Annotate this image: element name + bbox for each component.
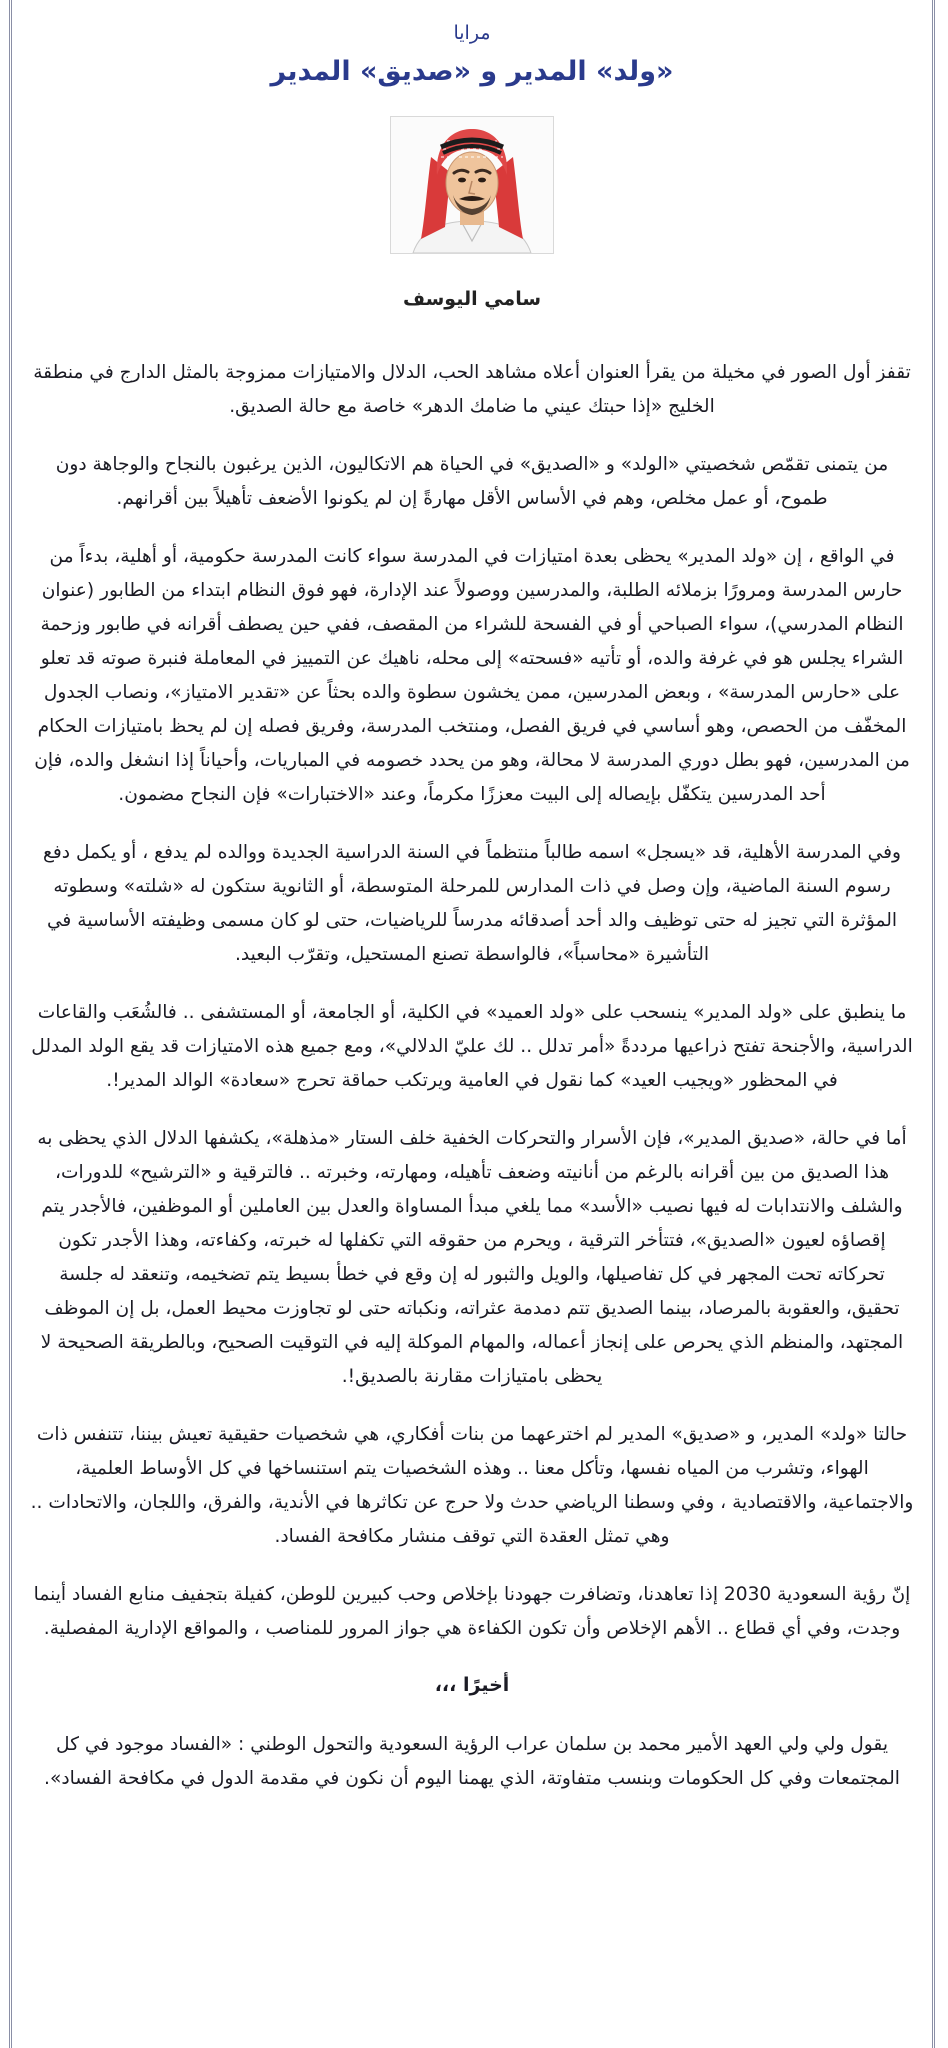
paragraph-1: تقفز أول الصور في مخيلة من يقرأ العنوان أعلاه مشاهد الحب، الدلال والامتيازات ممزوجة بالمثل الدارج في منطقة الخليج «إذا حبتك عيني ما ضامك الدهر» خاصة مع حالة الصديق.	[33, 362, 911, 417]
paragraph-3: في الواقع ، إن «ولد المدير» يحظى بعدة امتيازات في المدرسة سواء كانت المدرسة حكومية، أو أهلية، بدءاً من حارس المدرسة ومرورًا بزملائه الطلبة، والمدرسين ووصولاً عند الإدارة، فهو فوق النظام ابتداء من الطابور (عنوان النظام المدرسي)، سواء الصباحي أو في الفسحة للشراء من المقصف، ففي حين يصطف أقرانه في طابور وزحمة الشراء يجلس هو في غرفة والده، أو تأتيه «فسحته» إلى محله، ناهيك عن التمييز في المعاملة فنبرة صوته قد تعلو على «حارس المدرسة» ، وبعض المدرسين، ممن يخشون سطوة والده بحثاً عن «تقدير الامتياز»، ونصاب الجدول المخفّف من الحصص، وهو أساسي في فريق الفصل، ومنتخب المدرسة، وفريق فصله إن لم يحظ بامتيازات الحكام من المدرسين، فهو بطل دوري المدرسة لا محالة، وهو من يحدد خصومه في المباريات، وأحياناً إذا انشغل والده، فإن أحد المدرسين يتكفّل بإيصاله إلى البيت معززًا مكرماً، وعند «الاختبارات» فإن النجاح مضمون.	[34, 546, 910, 805]
paragraph-5: ما ينطبق على «ولد المدير» ينسحب على «ولد العميد» في الكلية، أو الجامعة، أو المستشفى .. فالشُعَب والقاعات الدراسية، والأجنحة تفتح ذراعيها مرددةً «أمر تدلل .. لك عليّ الدلالي»، ومع جميع هذه الامتيازات قد يقع الولد المدلل في المحظور «ويجيب العيد» كما نقول في العامية ويرتكب حماقة تحرج «سعادة» الوالد المدير!.	[31, 1002, 913, 1091]
finally-heading: أخيرًا ،،،	[434, 1674, 510, 1696]
column-name: مرايا	[453, 22, 491, 44]
page-frame	[9, 0, 935, 2048]
closing-quote: يقول ولي ولي العهد الأمير محمد بن سلمان عراب الرؤية السعودية والتحول الوطني : «الفساد موجود في كل المجتمعات وفي كل الحكومات وبنسب متفاوتة، الذي يهمنا اليوم أن نكون في مقدمة الدول في مكافحة الفساد».	[44, 1734, 900, 1789]
paragraph-7: حالتا «ولد» المدير، و «صديق» المدير لم اخترعهما من بنات أفكاري، هي شخصيات حقيقية تعيش بيننا، تتنفس ذات الهواء، وتشرب من المياه نفسها، وتأكل معنا .. وهذه الشخصيات يتم استنساخها في كل الأوساط العلمية، والاجتماعية، والاقتصادية ، وفي وسطنا الرياضي حدث ولا حرج عن تكاثرها في الأندية، والفرق، واللجان، والاتحادات .. وهي تمثل العقدة التي توقف منشار مكافحة الفساد.	[30, 1424, 914, 1547]
article-content	[30, 0, 914, 1820]
paragraph-8: إنّ رؤية السعودية 2030 إذا تعاهدنا، وتضافرت جهودنا بإخلاص وحب كبيرين للوطن، كفيلة بتجفيف منابع الفساد أينما وجدت، وفي أي قطاع .. الأهم الإخلاص وأن تكون الكفاءة هي جواز المرور للمناصب ، والمواقع الإدارية المفصلية.	[33, 1584, 911, 1639]
article-headline: «ولد» المدير و «صديق» المدير	[270, 56, 674, 87]
author-portrait	[390, 116, 554, 254]
paragraph-4: وفي المدرسة الأهلية، قد «يسجل» اسمه طالباً منتظماً في السنة الدراسية الجديدة ووالده لم يدفع ، أو يكمل دفع رسوم السنة الماضية، وإن وصل في ذات المدارس للمرحلة المتوسطة، أو الثانوية ستكون له «شلته» وسطوته المؤثرة التي تجيز له حتى توظيف والد أحد أصدقائه مدرساً للرياضيات، حتى لو كان مسمى وظيفته الأساسية في التأشيرة «محاسباً»، فالواسطة تصنع المستحيل، وتقرّب البعيد.	[43, 842, 901, 965]
article-body	[30, 356, 914, 1796]
author-portrait-illustration	[391, 117, 553, 253]
author-name: سامي اليوسف	[402, 288, 542, 310]
paragraph-6: أما في حالة، «صديق المدير»، فإن الأسرار والتحركات الخفية خلف الستار «مذهلة»، يكشفها الدلال الذي يحظى به هذا الصديق من بين أقرانه بالرغم من أنانيته وضعف تأهيله، ومهارته، وخبرته .. فالترقية و «الترشيح» للدورات، والشلف والانتدابات له فيها نصيب «الأسد» مما يلغي مبدأ المساواة والعدل بين العاملين أو الموظفين، فالأجدر يتم إقصاؤه لعيون «الصديق»، فتتأخر الترقية ، ويحرم من حقوقه التي تكفلها له خبرته، وكفاءته، وهذا الأجدر تكون تحركاته تحت المجهر في كل تفاصيلها، والويل والثبور له إن وقع في خطأ بسيط يتم تضخيمه، وتنعقد له جلسة تحقيق، والعقوبة بالمرصاد، بينما الصديق تتم دمدمة عثراته، ونكباته حتى لو تجاوزت محيط العمل، بل إن الموظف المجتهد، والمنظم الذي يحرص على إنجاز أعماله، والمهام الموكلة إليه في التوقيت الصحيح، وبالطريقة الصحيحة لا يحظى بامتيازات مقارنة بالصديق!.	[37, 1128, 907, 1387]
paragraph-2: من يتمنى تقمّص شخصيتي «الولد» و «الصديق» في الحياة هم الاتكاليون، الذين يرغبون بالنجاح والوجاهة دون طموح، أو عمل مخلص، وهم في الأساس الأقل مهارةً إن لم يكونوا الأضعف تأهيلاً بين أقرانهم.	[55, 454, 889, 509]
